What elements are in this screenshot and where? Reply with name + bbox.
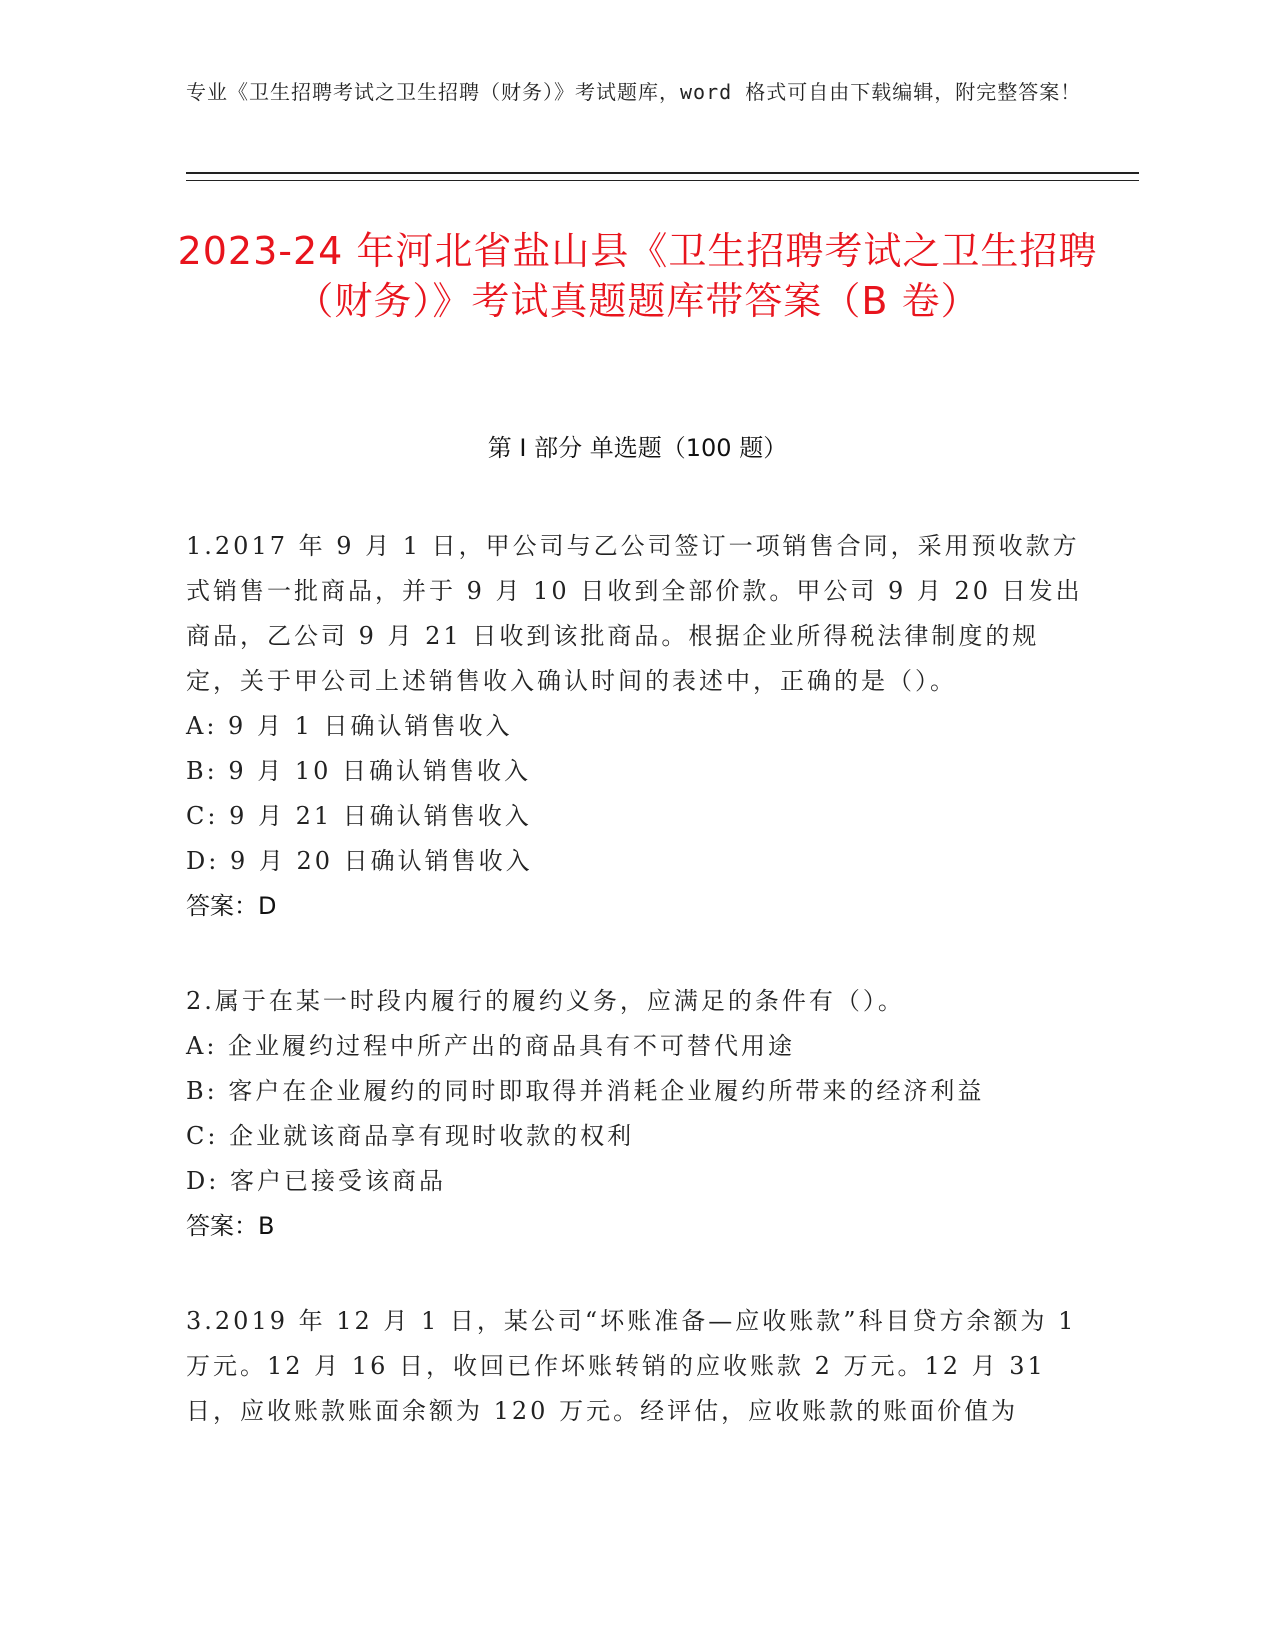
question-list: [186, 524, 1086, 1484]
option-d: D: 客户已接受该商品: [186, 1167, 446, 1195]
document-title: 2023-24 年河北省盐山县《卫生招聘考试之卫生招聘（财务）》考试真题题库带答案（B 卷）: [177, 229, 1098, 323]
header-note: 专业《卫生招聘考试之卫生招聘（财务）》考试题库，word 格式可自由下载编辑，附完整答案！: [186, 80, 1082, 104]
question-2: [186, 979, 1086, 1249]
option-b: B: 客户在企业履约的同时即取得并消耗企业履约所带来的经济利益: [186, 1077, 985, 1105]
question-3: [186, 1299, 1086, 1434]
option-a: A: 企业履约过程中所产出的商品具有不可替代用途: [186, 1032, 796, 1060]
question-stem: 2.属于在某一时段内履行的履约义务，应满足的条件有（）。: [186, 987, 905, 1015]
answer: 答案：D: [186, 892, 277, 920]
question-stem: 1.2017 年 9 月 1 日，甲公司与乙公司签订一项销售合同，采用预收款方式销售一批商品，并于 9 月 10 日收到全部价款。甲公司 9 月 20 日发出商品，乙公司 9 月 21 日收到该批商品。根据企业所得税法律制度的规定，关于甲公司上述销售收入确认时间的表述中，正确的是（）。: [186, 532, 1083, 695]
option-c: C: 企业就该商品享有现时收款的权利: [186, 1122, 635, 1150]
option-c: C: 9 月 21 日确认销售收入: [186, 802, 532, 830]
option-d: D: 9 月 20 日确认销售收入: [186, 847, 533, 875]
header-divider-thick: [186, 172, 1139, 174]
option-a: A: 9 月 1 日确认销售收入: [186, 712, 513, 740]
option-b: B: 9 月 10 日确认销售收入: [186, 757, 532, 785]
question-1: [186, 524, 1086, 929]
answer: 答案：B: [186, 1212, 275, 1240]
question-stem: 3.2019 年 12 月 1 日，某公司“坏账准备—应收账款”科目贷方余额为 1 万元。12 月 16 日，收回已作坏账转销的应收账款 2 万元。12 月 31 日，应收账款账面余额为 120 万元。经评估，应收账款的账面价值为: [186, 1307, 1077, 1425]
section-title: 第 I 部分 单选题（100 题）: [487, 434, 788, 462]
header-divider-thin: [186, 180, 1139, 181]
